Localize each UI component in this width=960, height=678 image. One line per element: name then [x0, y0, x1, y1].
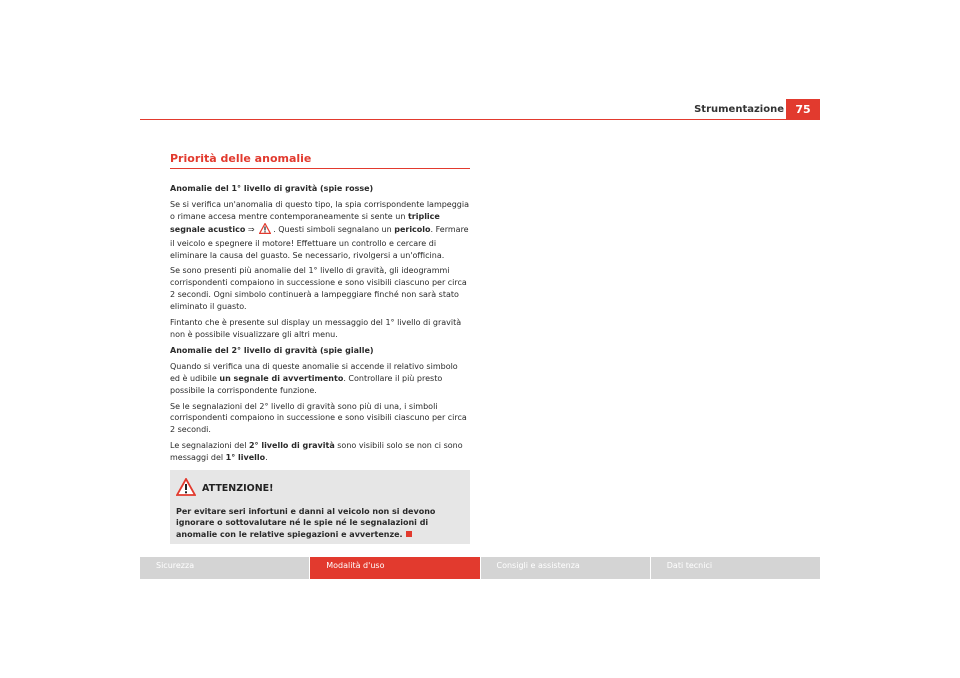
text: Le segnalazioni del	[170, 441, 249, 451]
bold-text: 1° livello	[225, 453, 266, 463]
subheading-level1: Anomalie del 1° livello di gravità (spie rosse)	[170, 184, 374, 193]
text: Quando si verifica una di queste anomalie si accende il relativo simbolo ed è udibile	[170, 361, 458, 383]
bold-text: pericolo	[394, 224, 431, 234]
paragraph-multiple-level1: Se sono presenti più anomalie del 1° livello di gravità, gli ideogrammi corrispondenti compaiono in successione e sono visibili ciascuno per circa 2 secondi. Ogni simbolo continuerà a lampeggiare finché non sarà stato eliminato il guasto.	[170, 266, 467, 312]
warning-header	[176, 478, 464, 500]
text: sono visibili solo se non ci sono messaggi del	[170, 441, 463, 463]
bold-text: triplice segnale acustico	[170, 211, 440, 234]
subheading-level2: Anomalie del 2° livello di gravità (spie gialle)	[170, 345, 374, 355]
text: . Questi simboli segnalano un	[273, 224, 395, 234]
spacer	[170, 169, 470, 183]
paragraph-level2-visibility	[170, 440, 470, 464]
end-marker-icon	[406, 531, 412, 537]
text: .	[265, 453, 268, 463]
header-rule	[140, 119, 820, 120]
text: . Controllare il più presto possibile la corrispondente funzione.	[170, 373, 443, 395]
content-column	[170, 152, 470, 544]
text: Se si verifica un'anomalia di questo tipo, la spia corrispondente lampeggia o rimane accesa mentre contemporaneamente si sente un	[170, 199, 470, 221]
footer-nav	[140, 557, 820, 579]
text: . Fermare il veicolo e spegnere il motore! Effettuare un controllo e cercare di eliminare la causa del guasto. Se necessario, rivolgersi a un'officina.	[170, 224, 469, 260]
warning-title: ATTENZIONE!	[202, 483, 274, 495]
warning-text	[176, 506, 464, 541]
tab-consigli-assistenza[interactable]: Consigli e assistenza	[481, 557, 651, 579]
warning-triangle-icon	[176, 478, 196, 500]
warning-box	[170, 470, 470, 544]
tab-modalita-uso[interactable]: Modalità d'uso	[310, 557, 480, 579]
warning-body: Per evitare seri infortuni e danni al veicolo non si devono ignorare o sottovalutare né le spie né le segnalazioni di anomalie con le relative spiegazioni e avvertenze.	[176, 506, 436, 539]
paragraph-multiple-level2: Se le segnalazioni del 2° livello di gravità sono più di una, i simboli corrispondenti compaiono in successione e sono visibili ciascuno per circa 2 secondi.	[170, 401, 467, 435]
header-title: Strumentazione	[694, 104, 784, 115]
section-title: Priorità delle anomalie	[170, 152, 470, 169]
paragraph-level1	[170, 199, 470, 262]
bold-text: 2° livello di gravità	[248, 441, 335, 451]
warning-triangle-icon	[259, 223, 271, 238]
tab-sicurezza[interactable]: Sicurezza	[140, 557, 310, 579]
tab-dati-tecnici[interactable]: Dati tecnici	[651, 557, 820, 579]
reference-arrow: ⇒	[247, 224, 255, 234]
bold-text: un segnale di avvertimento	[219, 373, 344, 383]
paragraph-level2	[170, 361, 470, 397]
paragraph-display-level1: Fintanto che è presente sul display un messaggio del 1° livello di gravità non è possibile visualizzare gli altri menu.	[170, 318, 462, 339]
page-number: 75	[786, 99, 820, 119]
